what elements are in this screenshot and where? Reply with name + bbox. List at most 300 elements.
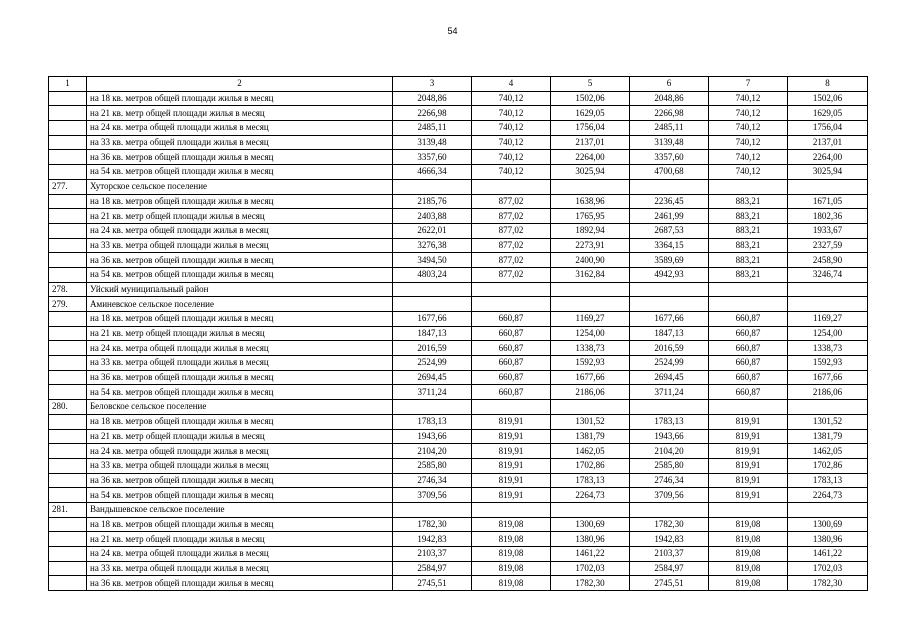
cell-value: 660,87 bbox=[472, 341, 551, 356]
cell-value bbox=[472, 400, 551, 415]
row-description: Уйский муниципальный район bbox=[87, 282, 393, 297]
cell-value: 819,08 bbox=[709, 517, 788, 532]
cell-value bbox=[630, 502, 709, 517]
row-description: на 21 кв. метр общей площади жилья в месяц bbox=[87, 209, 393, 224]
cell-value bbox=[709, 282, 788, 297]
table-row bbox=[49, 223, 868, 238]
row-number: 281. bbox=[49, 502, 87, 517]
cell-value: 2524,99 bbox=[630, 356, 709, 371]
table-row bbox=[49, 473, 868, 488]
cell-value bbox=[551, 400, 630, 415]
table-row bbox=[49, 179, 868, 194]
row-number bbox=[49, 135, 87, 150]
cell-value: 2485,11 bbox=[393, 121, 472, 136]
cell-value bbox=[630, 179, 709, 194]
row-number bbox=[49, 150, 87, 165]
table-row bbox=[49, 356, 868, 371]
cell-value: 3494,50 bbox=[393, 253, 472, 268]
table-row bbox=[49, 267, 868, 282]
cell-value: 2746,34 bbox=[630, 473, 709, 488]
cell-value: 740,12 bbox=[472, 135, 551, 150]
cell-value: 819,91 bbox=[472, 414, 551, 429]
row-number bbox=[49, 121, 87, 136]
cell-value: 1783,13 bbox=[788, 473, 868, 488]
cell-value bbox=[393, 179, 472, 194]
cell-value: 2137,01 bbox=[788, 135, 868, 150]
row-number bbox=[49, 473, 87, 488]
row-number bbox=[49, 517, 87, 532]
cell-value: 3139,48 bbox=[630, 135, 709, 150]
cell-value: 1671,05 bbox=[788, 194, 868, 209]
cell-value: 2264,73 bbox=[788, 488, 868, 503]
cell-value: 660,87 bbox=[472, 385, 551, 400]
cell-value: 2584,97 bbox=[630, 561, 709, 576]
row-description: Беловское сельское поселение bbox=[87, 400, 393, 415]
cell-value: 3711,24 bbox=[393, 385, 472, 400]
cell-value: 1169,27 bbox=[788, 312, 868, 327]
cell-value bbox=[472, 502, 551, 517]
row-number bbox=[49, 253, 87, 268]
cell-value: 819,91 bbox=[472, 458, 551, 473]
row-description: на 33 кв. метра общей площади жилья в месяц bbox=[87, 458, 393, 473]
row-number: 279. bbox=[49, 297, 87, 312]
cell-value bbox=[551, 502, 630, 517]
cell-value bbox=[393, 502, 472, 517]
cell-value: 2524,99 bbox=[393, 356, 472, 371]
row-description: на 18 кв. метров общей площади жилья в месяц bbox=[87, 312, 393, 327]
cell-value: 2694,45 bbox=[393, 370, 472, 385]
cell-value: 2048,86 bbox=[393, 91, 472, 106]
column-header: 8 bbox=[788, 77, 868, 92]
cell-value: 2185,76 bbox=[393, 194, 472, 209]
cell-value: 1629,05 bbox=[551, 106, 630, 121]
cell-value: 3139,48 bbox=[393, 135, 472, 150]
cell-value bbox=[393, 297, 472, 312]
column-header: 2 bbox=[87, 77, 393, 92]
row-number bbox=[49, 165, 87, 180]
cell-value bbox=[393, 400, 472, 415]
cell-value bbox=[788, 179, 868, 194]
cell-value bbox=[709, 502, 788, 517]
row-number bbox=[49, 238, 87, 253]
cell-value bbox=[709, 400, 788, 415]
column-header: 4 bbox=[472, 77, 551, 92]
cell-value: 1942,83 bbox=[393, 532, 472, 547]
cell-value: 819,91 bbox=[472, 488, 551, 503]
cell-value: 2694,45 bbox=[630, 370, 709, 385]
cell-value: 3357,60 bbox=[393, 150, 472, 165]
cell-value: 1783,13 bbox=[551, 473, 630, 488]
row-number bbox=[49, 312, 87, 327]
cell-value: 3357,60 bbox=[630, 150, 709, 165]
cell-value: 3162,84 bbox=[551, 267, 630, 282]
page-number: 54 bbox=[447, 26, 458, 36]
cell-value bbox=[472, 297, 551, 312]
cell-value: 2746,34 bbox=[393, 473, 472, 488]
cell-value: 1847,13 bbox=[393, 326, 472, 341]
cell-value: 3276,38 bbox=[393, 238, 472, 253]
cell-value: 819,91 bbox=[709, 488, 788, 503]
table-row bbox=[49, 561, 868, 576]
cell-value: 2622,01 bbox=[393, 223, 472, 238]
cell-value: 2104,20 bbox=[393, 444, 472, 459]
cell-value bbox=[709, 179, 788, 194]
table-row bbox=[49, 576, 868, 591]
cell-value: 2048,86 bbox=[630, 91, 709, 106]
cell-value: 1782,30 bbox=[630, 517, 709, 532]
cell-value: 1677,66 bbox=[393, 312, 472, 327]
row-description: на 24 кв. метра общей площади жилья в месяц bbox=[87, 223, 393, 238]
cell-value: 660,87 bbox=[472, 370, 551, 385]
table-row bbox=[49, 165, 868, 180]
cell-value: 819,08 bbox=[709, 532, 788, 547]
table-row bbox=[49, 253, 868, 268]
column-header: 3 bbox=[393, 77, 472, 92]
cell-value bbox=[551, 179, 630, 194]
cell-value: 1300,69 bbox=[788, 517, 868, 532]
cell-value: 1702,03 bbox=[788, 561, 868, 576]
cell-value bbox=[551, 297, 630, 312]
row-description: Аминевское сельское поселение bbox=[87, 297, 393, 312]
cell-value: 3364,15 bbox=[630, 238, 709, 253]
cell-value: 1592,93 bbox=[788, 356, 868, 371]
row-number bbox=[49, 488, 87, 503]
cell-value: 740,12 bbox=[709, 165, 788, 180]
row-description: на 21 кв. метр общей площади жилья в месяц bbox=[87, 106, 393, 121]
cell-value: 660,87 bbox=[472, 312, 551, 327]
cell-value: 1677,66 bbox=[551, 370, 630, 385]
cell-value: 740,12 bbox=[709, 121, 788, 136]
cell-value: 740,12 bbox=[709, 106, 788, 121]
row-number bbox=[49, 356, 87, 371]
cell-value: 2186,06 bbox=[788, 385, 868, 400]
table-row bbox=[49, 312, 868, 327]
cell-value: 1502,06 bbox=[788, 91, 868, 106]
row-number bbox=[49, 547, 87, 562]
table-row bbox=[49, 414, 868, 429]
table-row bbox=[49, 400, 868, 415]
cell-value: 819,91 bbox=[709, 429, 788, 444]
row-number bbox=[49, 194, 87, 209]
cell-value: 819,91 bbox=[472, 473, 551, 488]
row-description: на 21 кв. метр общей площади жилья в месяц bbox=[87, 429, 393, 444]
cell-value: 2103,37 bbox=[630, 547, 709, 562]
row-number bbox=[49, 370, 87, 385]
cell-value: 2400,90 bbox=[551, 253, 630, 268]
cell-value: 819,08 bbox=[709, 547, 788, 562]
table-row bbox=[49, 194, 868, 209]
cell-value: 1782,30 bbox=[393, 517, 472, 532]
table-row bbox=[49, 370, 868, 385]
table-row bbox=[49, 135, 868, 150]
cell-value: 883,21 bbox=[709, 253, 788, 268]
cell-value: 1802,36 bbox=[788, 209, 868, 224]
cell-value bbox=[630, 297, 709, 312]
cell-value: 3589,69 bbox=[630, 253, 709, 268]
row-description: на 36 кв. метров общей площади жилья в месяц bbox=[87, 253, 393, 268]
cell-value: 3709,56 bbox=[393, 488, 472, 503]
cell-value: 1783,13 bbox=[393, 414, 472, 429]
cell-value: 660,87 bbox=[709, 341, 788, 356]
cell-value: 1942,83 bbox=[630, 532, 709, 547]
cell-value: 2104,20 bbox=[630, 444, 709, 459]
row-number: 280. bbox=[49, 400, 87, 415]
cell-value: 819,08 bbox=[472, 532, 551, 547]
table-row bbox=[49, 297, 868, 312]
cell-value: 1782,30 bbox=[788, 576, 868, 591]
cell-value: 1677,66 bbox=[788, 370, 868, 385]
cell-value: 660,87 bbox=[472, 326, 551, 341]
row-description: на 54 кв. метров общей площади жилья в месяц bbox=[87, 267, 393, 282]
cell-value: 877,02 bbox=[472, 253, 551, 268]
row-description: на 21 кв. метр общей площади жилья в месяц bbox=[87, 326, 393, 341]
cell-value: 740,12 bbox=[472, 106, 551, 121]
row-number: 277. bbox=[49, 179, 87, 194]
cell-value: 1702,03 bbox=[551, 561, 630, 576]
cell-value: 3025,94 bbox=[788, 165, 868, 180]
row-number bbox=[49, 444, 87, 459]
cell-value: 1783,13 bbox=[630, 414, 709, 429]
cell-value: 1338,73 bbox=[788, 341, 868, 356]
cell-value: 819,91 bbox=[709, 414, 788, 429]
cell-value: 740,12 bbox=[472, 165, 551, 180]
cell-value: 1765,95 bbox=[551, 209, 630, 224]
cell-value: 660,87 bbox=[709, 356, 788, 371]
row-description: на 33 кв. метра общей площади жилья в месяц bbox=[87, 561, 393, 576]
cell-value: 819,08 bbox=[709, 576, 788, 591]
cell-value: 1933,67 bbox=[788, 223, 868, 238]
cell-value: 2461,99 bbox=[630, 209, 709, 224]
row-description: на 54 кв. метров общей площади жилья в месяц bbox=[87, 488, 393, 503]
cell-value: 1462,05 bbox=[551, 444, 630, 459]
table-row bbox=[49, 91, 868, 106]
table-row bbox=[49, 106, 868, 121]
cell-value: 2403,88 bbox=[393, 209, 472, 224]
row-description: на 24 кв. метра общей площади жилья в месяц bbox=[87, 444, 393, 459]
cell-value bbox=[551, 282, 630, 297]
cell-value: 1677,66 bbox=[630, 312, 709, 327]
row-description: на 36 кв. метров общей площади жилья в месяц bbox=[87, 150, 393, 165]
cell-value: 1301,52 bbox=[788, 414, 868, 429]
table-row bbox=[49, 517, 868, 532]
cell-value: 819,08 bbox=[472, 547, 551, 562]
cell-value: 2485,11 bbox=[630, 121, 709, 136]
row-number bbox=[49, 429, 87, 444]
cell-value: 740,12 bbox=[472, 121, 551, 136]
cell-value: 1254,00 bbox=[788, 326, 868, 341]
row-number bbox=[49, 532, 87, 547]
cell-value: 1756,04 bbox=[551, 121, 630, 136]
cell-value: 660,87 bbox=[709, 326, 788, 341]
cell-value: 1702,86 bbox=[551, 458, 630, 473]
row-number bbox=[49, 106, 87, 121]
row-number bbox=[49, 267, 87, 282]
cell-value: 819,08 bbox=[709, 561, 788, 576]
cell-value: 660,87 bbox=[709, 370, 788, 385]
cell-value: 877,02 bbox=[472, 223, 551, 238]
table-row bbox=[49, 150, 868, 165]
row-number bbox=[49, 385, 87, 400]
row-description: на 18 кв. метров общей площади жилья в месяц bbox=[87, 194, 393, 209]
cell-value: 877,02 bbox=[472, 238, 551, 253]
cell-value: 883,21 bbox=[709, 223, 788, 238]
row-number bbox=[49, 576, 87, 591]
cell-value: 1301,52 bbox=[551, 414, 630, 429]
cell-value: 819,91 bbox=[472, 429, 551, 444]
row-description: на 21 кв. метр общей площади жилья в месяц bbox=[87, 532, 393, 547]
row-description: Хуторское сельское поселение bbox=[87, 179, 393, 194]
cell-value: 1300,69 bbox=[551, 517, 630, 532]
row-number bbox=[49, 209, 87, 224]
table-row bbox=[49, 502, 868, 517]
row-number bbox=[49, 341, 87, 356]
cell-value bbox=[472, 179, 551, 194]
cell-value: 1847,13 bbox=[630, 326, 709, 341]
cell-value: 2745,51 bbox=[393, 576, 472, 591]
cell-value: 877,02 bbox=[472, 267, 551, 282]
row-description: на 24 кв. метра общей площади жилья в месяц bbox=[87, 341, 393, 356]
table-row bbox=[49, 326, 868, 341]
cell-value: 2264,00 bbox=[788, 150, 868, 165]
cell-value: 1702,86 bbox=[788, 458, 868, 473]
table-row bbox=[49, 385, 868, 400]
cell-value: 2273,91 bbox=[551, 238, 630, 253]
cell-value: 1892,94 bbox=[551, 223, 630, 238]
cell-value bbox=[393, 282, 472, 297]
row-description: на 36 кв. метров общей площади жилья в месяц bbox=[87, 576, 393, 591]
cell-value bbox=[709, 297, 788, 312]
cell-value: 740,12 bbox=[709, 135, 788, 150]
cell-value: 1462,05 bbox=[788, 444, 868, 459]
cell-value: 740,12 bbox=[472, 150, 551, 165]
table-row bbox=[49, 429, 868, 444]
cell-value: 819,91 bbox=[709, 458, 788, 473]
cell-value: 819,91 bbox=[709, 444, 788, 459]
cell-value: 1461,22 bbox=[551, 547, 630, 562]
table-row bbox=[49, 458, 868, 473]
row-description: на 18 кв. метров общей площади жилья в месяц bbox=[87, 414, 393, 429]
cell-value bbox=[788, 282, 868, 297]
row-description: на 54 кв. метров общей площади жилья в месяц bbox=[87, 385, 393, 400]
cell-value: 877,02 bbox=[472, 209, 551, 224]
cell-value: 4942,93 bbox=[630, 267, 709, 282]
table-row bbox=[49, 488, 868, 503]
row-number bbox=[49, 223, 87, 238]
cell-value: 660,87 bbox=[709, 385, 788, 400]
cell-value: 3025,94 bbox=[551, 165, 630, 180]
cell-value: 1943,66 bbox=[630, 429, 709, 444]
table-row bbox=[49, 209, 868, 224]
cell-value: 2327,59 bbox=[788, 238, 868, 253]
table-row bbox=[49, 282, 868, 297]
table-header-row bbox=[49, 77, 868, 92]
cell-value: 1592,93 bbox=[551, 356, 630, 371]
cell-value: 2264,00 bbox=[551, 150, 630, 165]
cell-value: 2585,80 bbox=[393, 458, 472, 473]
column-header: 1 bbox=[49, 77, 87, 92]
cell-value: 2745,51 bbox=[630, 576, 709, 591]
cell-value: 1502,06 bbox=[551, 91, 630, 106]
cell-value bbox=[630, 400, 709, 415]
cell-value: 883,21 bbox=[709, 194, 788, 209]
tariff-table bbox=[48, 76, 868, 591]
cell-value: 819,91 bbox=[472, 444, 551, 459]
cell-value: 1381,79 bbox=[788, 429, 868, 444]
column-header: 5 bbox=[551, 77, 630, 92]
table-row bbox=[49, 121, 868, 136]
cell-value bbox=[788, 502, 868, 517]
column-header: 7 bbox=[709, 77, 788, 92]
cell-value: 3709,56 bbox=[630, 488, 709, 503]
cell-value: 883,21 bbox=[709, 267, 788, 282]
cell-value: 660,87 bbox=[709, 312, 788, 327]
cell-value: 1756,04 bbox=[788, 121, 868, 136]
cell-value: 883,21 bbox=[709, 238, 788, 253]
cell-value: 1943,66 bbox=[393, 429, 472, 444]
cell-value: 3711,24 bbox=[630, 385, 709, 400]
cell-value: 1638,96 bbox=[551, 194, 630, 209]
row-number: 278. bbox=[49, 282, 87, 297]
cell-value: 4666,34 bbox=[393, 165, 472, 180]
cell-value: 2137,01 bbox=[551, 135, 630, 150]
table-row bbox=[49, 547, 868, 562]
cell-value: 1782,30 bbox=[551, 576, 630, 591]
cell-value: 2687,53 bbox=[630, 223, 709, 238]
row-description: Вандышевское сельское поселение bbox=[87, 502, 393, 517]
row-description: на 36 кв. метров общей площади жилья в месяц bbox=[87, 473, 393, 488]
row-number bbox=[49, 458, 87, 473]
table-row bbox=[49, 238, 868, 253]
row-description: на 54 кв. метров общей площади жилья в месяц bbox=[87, 165, 393, 180]
row-description: на 33 кв. метра общей площади жилья в месяц bbox=[87, 135, 393, 150]
cell-value bbox=[788, 400, 868, 415]
cell-value bbox=[788, 297, 868, 312]
cell-value: 819,91 bbox=[709, 473, 788, 488]
cell-value: 1338,73 bbox=[551, 341, 630, 356]
table-row bbox=[49, 532, 868, 547]
cell-value: 3246,74 bbox=[788, 267, 868, 282]
row-number bbox=[49, 561, 87, 576]
cell-value: 2585,80 bbox=[630, 458, 709, 473]
row-number bbox=[49, 414, 87, 429]
cell-value: 2266,98 bbox=[393, 106, 472, 121]
column-header: 6 bbox=[630, 77, 709, 92]
cell-value: 883,21 bbox=[709, 209, 788, 224]
cell-value: 1254,00 bbox=[551, 326, 630, 341]
cell-value: 819,08 bbox=[472, 561, 551, 576]
table-row bbox=[49, 444, 868, 459]
cell-value: 1629,05 bbox=[788, 106, 868, 121]
row-description: на 18 кв. метров общей площади жилья в месяц bbox=[87, 91, 393, 106]
cell-value: 2236,45 bbox=[630, 194, 709, 209]
cell-value: 2103,37 bbox=[393, 547, 472, 562]
cell-value: 2016,59 bbox=[393, 341, 472, 356]
cell-value bbox=[472, 282, 551, 297]
row-description: на 33 кв. метра общей площади жилья в месяц bbox=[87, 238, 393, 253]
cell-value: 740,12 bbox=[709, 91, 788, 106]
cell-value: 2016,59 bbox=[630, 341, 709, 356]
row-description: на 24 кв. метра общей площади жилья в месяц bbox=[87, 547, 393, 562]
cell-value: 2186,06 bbox=[551, 385, 630, 400]
cell-value: 4700,68 bbox=[630, 165, 709, 180]
cell-value: 740,12 bbox=[472, 91, 551, 106]
row-description: на 36 кв. метров общей площади жилья в месяц bbox=[87, 370, 393, 385]
table-row bbox=[49, 341, 868, 356]
cell-value: 819,08 bbox=[472, 576, 551, 591]
cell-value: 1461,22 bbox=[788, 547, 868, 562]
row-number bbox=[49, 326, 87, 341]
cell-value: 740,12 bbox=[709, 150, 788, 165]
